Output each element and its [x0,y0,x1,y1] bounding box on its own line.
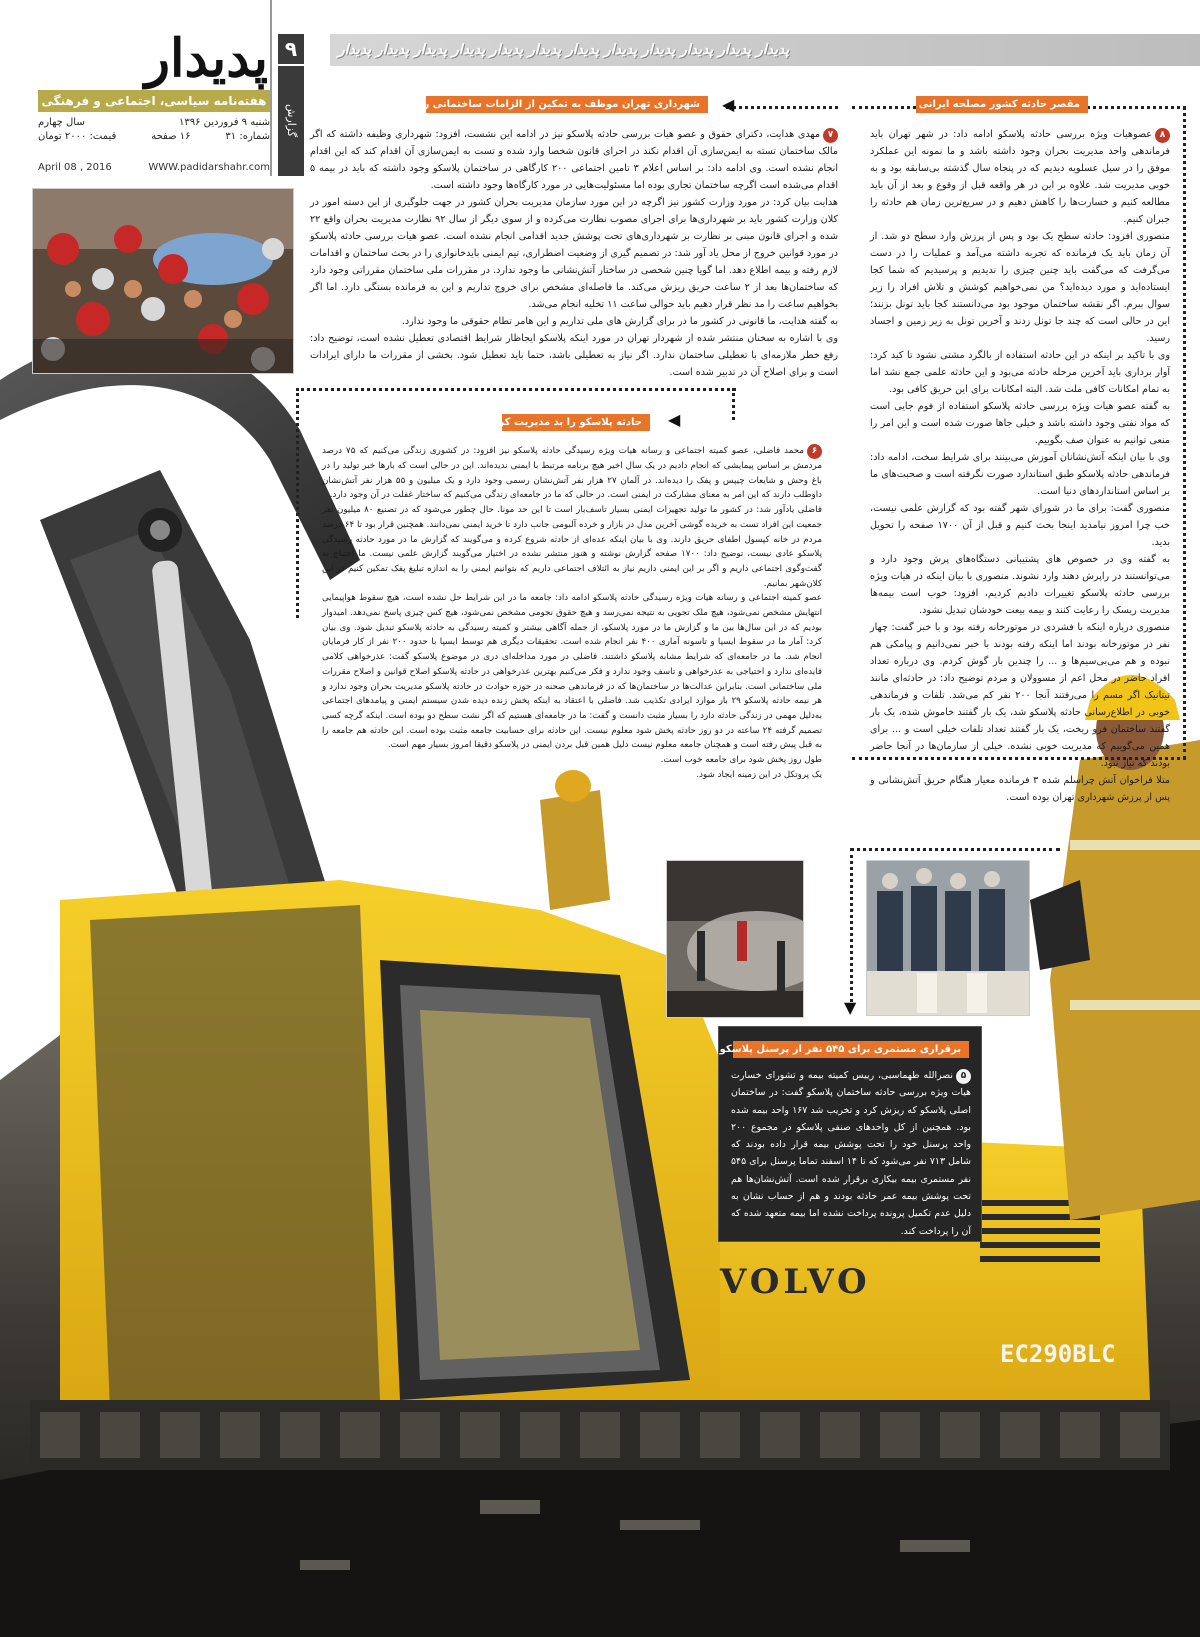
article-right-paragraph: به گفته عصو هیات ویژه بررسی حادثه پلاسکو استفاده از فوم جایی است که مواد نفتی وجود داشته باشد و خیلی جاها صورت شده است و این امر را منعی توانیم به عنوان صف بگوییم. [870,401,1170,446]
dotted-frame-lower-left [850,848,853,1008]
badge-icon: ۵ [956,1069,971,1084]
issue-price: قیمت: ۲۰۰۰ تومان [38,131,117,142]
dotted-frame-top-left [726,106,838,109]
article-right-paragraph: ۸عصوهیات ویژه بررسی حادثه پلاسکو ادامه داد: در شهر تهران باید فرماندهی واحد مدیریت بحران وجود داشته باشد و ما نمونه این عملکرد موفق را در سیل عسلویه دیدیم که در پنجاه سال گذشته بی‌سابقه بود و به خوبی مدیریت شد. علاوه بر این در هر واقعه قبل از وقوع و بعد از آن باید مطالعه کنیم و خسارت‌ها را کاهش دهیم و در سریع‌ترین زمان هم حادثه را جبران کنیم. [870,129,1170,225]
issue-info [38,116,270,144]
article-middle-paragraph: طول روز پخش شود برای جامعه خوب است. [660,755,822,766]
badge-icon: ۸ [1155,128,1170,143]
badge-icon: ۷ [823,128,838,143]
article-right-paragraph: متلا فراخوان آتش چراسلم شده ۳ فرمانده معیار هنگام حریق آتش‌نشانی و پس از پرزش شهرداری تهران بوده است. [870,775,1171,803]
article-right-paragraph: به گفته وی در خصوص های پشتیبانی دستگاه‌های پرش وجود دارد و می‌توانستند در راپرش دهند وارد نشوند. منصوری با بیان اینکه در هیات ویژه بررسی حادثه پلاسکو تغییرات دادیم کردیم، افزود: خوب است بیمه‌ها مدیریت ریسک را رعایت کنند و بیمه بیعت خودشان تبدیل نشود. [870,554,1170,616]
dotted-frame-middle [296,388,736,391]
mannequins-photo [866,860,1030,1016]
article-right-paragraph: منصوری درباره اینکه با فشردی در موتورخانه رفته بود و با خبر گفت: چهار نفر در موتورخانه بودند اما اینکه رفته بودند با خبر نمی‌دانیم و پیامکی هم نبوده و هم می‌بی‌سیم‌ها و ... را چندین بار گوش کردم. وی درباره تعداد افراد حاضر در محل اعم از مسوولان و مردم توضیح داد: در حادثه‌ای مانند تیتانیک اگر مسم را می‌رفتند آنجا ۲۰۰ نفر کم می‌شد. تلفات و فرماندهی خوبی در اطلاع‌رسانی حادثه پلاسکو شد، یک بار گفتند خاموش شده، یک بار گفتند ساختمان فرو ریخت، یک بار گفتند تعداد تلفات خیلی است و ... برای همین می‌گوییم که مدیریت خوبی نشده. خیلی از سازمان‌ها در آنجا حاضر بودند که نیاز نبود. [870,622,1170,769]
article-middle-heading: حادثه پلاسکو را بد مدیریت کردیم [502,414,650,431]
excavator-brand: VOLVO [720,1262,871,1302]
arrow-left-icon: ◀ [722,95,735,114]
insurance-box-body [731,1067,971,1240]
masthead [30,28,270,176]
article-middle-paragraph: ۶محمد فاضلی، عصو کمیته اجتماعی و رسانه هیات ویژه رسیدگی حادثه پلاسکو نیز افزود: در کشوری زندگی می‌کنیم که ۷۵ درصد مردمش بر اساس پیمایشی که انجام دادیم در یک سال اخیر هیچ برنامه مرتبط با ایمنی ندیده‌اند. این در حالی است که بارها خبر تولید را در باغ وحش و شایعات چیپس و پفک را دیده‌اند. در آلمان ۲۷ هزار نفر آتش‌نشان رسمی وجود دارد و یک میلیون و ۵۵ هزار نفر آتش‌نشان داوطلب دارند که این امر به معنای مشارکت در ایمنی است. در حالی که ما در جامعه‌ای زندگی می‌کنیم که ساختار غفلت در آن وجود دارد. [322,446,822,501]
smoke-rescue-photo [666,860,804,1018]
article-middle-body [322,444,822,844]
rescue-crowd-photo [32,188,294,374]
issue-year: سال چهارم [38,117,85,128]
article-middle-paragraph: فاضلی یادآور شد: در کشور ما تولید تجهیزات ایمنی بسیار تاسف‌بار است تا این حد مونا. حال چطور می‌شود که در تصنیع ۸۰ میلیون نفر جمعیت این افراد تست به خریده گوشی آخرین مدل در بازار و خرده آلبومی جانب دارد تا خرید ایمنی نمی‌دانند. همچنین قرار بود تا ۶۴ درصد مردم در خانه کپسول اطفای حریق دارند. وی با بیان اینکه عده‌ای از حادثه شروع کرده و می‌گویند که گزارش ما در مورد حادثه رسیدگی پلاسکو عادی نیست، توضیح داد: ۱۷۰۰ صفحه گزارش نوشته و هنوز منتشر نشده در اختیار می‌گویند گزارش علمی نیست. ما احتیاج به گفت‌وگوی اجتماعی داریم و اگر بر این ایمنی داریم نیاز به ائتلاف اجتماعی داریم که بتوانیم ایمنی را به اندازه تبلیغ پفک تمکین کنیم در این کلان‌شهر بمانیم. [322,505,822,589]
dotted-frame-lower [850,848,1060,851]
article-top-left-body [310,126,838,376]
article-right-paragraph: وی با تاکید بر اینکه در این حادثه استفاده از بالگرد مشتی نشود تا کید کرد: آوار برداری باید آخرین مرحله حادثه می‌بود و این حادثه علمی جمع نشد اما به تمام امکانات کافی ملت شد. البته امکانات برای این حریق کافی بود. [870,350,1170,395]
insurance-box-heading: برقراری مستمری برای ۵۴۵ نفر از پرسنل پلاسکو [733,1041,969,1058]
excavator-model: EC290BLC [1000,1340,1116,1368]
issue-day: شنبه ۹ فروردین ۱۳۹۶ [179,117,270,128]
article-right-heading: مقصر حادثه کشور مصلحه ایرانی [916,96,1088,113]
dotted-frame-middle-right [732,388,735,420]
masthead-divider [270,0,272,176]
arrow-down-icon: ▼ [844,998,857,1017]
article-right-body [870,126,1171,803]
issue-number: شماره: ۳۱ [225,131,270,142]
arrow-left-icon: ◀ [668,410,681,429]
article-top-left-paragraph: ۷مهدی هدایت، دکترای حقوق و عصو هیات بررسی حادثه پلاسکو نیز در ادامه این نشست، افزود: شهرداری وظیفه داشته که اگر مالک ساختمان تسته به ایمن‌سازی آن اقدام نکند در اجرای قانون شخصا وارد شده و تست به ایمن‌سازی آن اقدام کند که این اقدام انجام نشده است. وی ادامه داد: بر اساس اعلام ۳ تامین اجتماعی ۲۰۰ کارگاهی در ساختمان پلاسکو وجود داشته که باید در بیمه ۵ اقدام می‌شده است اگرچه ساختمان تجاری بوده اما مسئولیت‌هایی در مورد کارگاه‌ها وجود داشته است. [310,129,838,191]
website-link[interactable]: WWW.padidarshahr.com [148,162,270,173]
section-label: گزارش [278,66,304,176]
dotted-frame-middle-left [296,388,299,618]
article-top-left-paragraph: به گفته هدایت، ما قانونی در کشور ما در برای گزارش های ملی تداریم و این هامر تطام حقوقی ما وجود ندارد. [401,316,838,327]
article-right-paragraph: منصوری افزود: حادثه سطح یک بود و پس از پرزش وارد سطح دو شد. از آن زمان باید یک فرمانده که تجربه داشته می‌آمد و عملیات را در دست می‌گرفت که می‌گفت باید چنین چیزی را ندیدیم و پرسیدیم که شما کجا ایستاده‌اید و مورد دیده‌اید؟ من نمی‌خواهیم کوشش و تلاش افراد را زیر سوال ببرم. اگر نقشه ساختمان موجود بود می‌دانستند کجا باید تونل بزنند؛ این در حالی است که چند جا تونل زدند و آخرین تونل به زیر زمین و اجساد رسید. [870,231,1170,344]
article-top-left-paragraph: هدایت بیان کرد: در مورد وزارت کشور نیز اگرچه در این مورد سازمان مدیریت بحران کشور در جهت جلوگیری از این دسته امور در کلان وزارت کشور باید بر شهرداری‌ها برای اجرای مصوب نظارت می‌کرده و از سوی دیگر از سال ۹۲ نظارت مدیریت بحران واقع ۲۲ شده و اجرای قانون مبنی بر نظارت بر شهرداری‌های تحت پوشش جدید اقدامی انجام نشده است. عصو هیات بررسی حادثه پلاسکو در مورد قوانین خروج از محل یاد آور شد: در تصمیم گیری از وضعیت اضطراری، تیم ایمنی بایدخانواری را در بحث ساختمان و اقدامات لازم رفته و بیمه اطلاع دهد. اما گویا چنین شخصی در ساختار آتش‌نشانی ما وجود ندارد. در مقررات ملی ساختمان مقرراتی وجود دارد که ساختمان‌ها بعد از ۲ ساعت حریق ریزش می‌کند. ما فاصله‌ای مشخص برای خروج تداریم و این به فرمانده بستگی دارد. اما اگر بخواهیم ساعت را مد نظر قرار دهیم باید حوالی ساعت ۱۱ تخلیه انجام می‌شد. [310,197,839,310]
insurance-box-paragraph: ۵نصرالله طهماسبی، رییس کمیته بیمه و تشورای خسارت هیات ویژه بررسی حادثه ساختمان پلاسکو گفت: در ساختمان اصلی پلاسکو که ریزش کرد و تخریب شد ۱۶۷ واحد بیمه شده بود. همچنین از کل واحدهای صنفی پلاسکو در مجموع ۲۰۰ واحد پرسنل خود را تحت پوشش بیمه قرار داده بودند که شامل ۷۱۳ نفر می‌شود که تا ۱۴ اسفند تماما پرسنل برای ۵۴۵ نفر مستمری بیمه بیکاری برقرار شده است. آتش‌نشان‌ها هم تحت پوشش بیمه عمر حادثه بودند و هم از حساب نشان به دلیل عدم تکمیل پرونده پرداخت نشده اما بیمه متعهد شده که آن را پرداخت کند. [731,1070,971,1237]
badge-icon: ۶ [807,444,822,459]
article-top-left-paragraph: وی با اشاره به سخنان منتشر شده از شهردار تهران در مورد اینکه پلاسکو ایجاظار شرایط اقتصادی تعطیل نشده است، توضیح داد: رفع خطر ملازمه‌ای با تعطیلی ساختمان ندارد. اگر نیاز به تعطیلی باشد، حتما باید تعطیل شود. بخشی از مقررات ما دارای ایرادات است و برای اصلاح آن در تدبیر شده است. [310,333,838,378]
article-middle-paragraph: یک پروتکل در این زمینه ایجاد شود. [696,769,822,780]
article-top-left-heading: شهرداری تهران موظف به تمکین از الزامات ساختمانی رفاه نبوده [426,96,708,113]
insurance-info-box [718,1026,982,1242]
date-line [38,162,270,173]
issue-pages: ۱۶ صفحه [151,131,191,142]
page-number: ۹ [278,34,304,64]
article-middle-paragraph: عصو کمیته اجتماعی و رسانه هیات ویژه رسیدگی حادثه پلاسکو ادامه داد: جامعه ما در این شرایط حل نشده است، هیچ سقوط هواپیمایی انتهایش مشخص نمی‌شود، هیچ ملک تجویی به نتیجه نمی‌رسد و هیچ حقوق نجومی مشخص نمی‌شود، هیچ کس چیزی پاسخ نمی‌دهد. امیدوار بودیم که در این سال‌ها بین ما و گزارش ما در مورد پلاسکو، از جمله آگاهی بیشتر و کمیته رسیدگی به حادثه پلاسکو تبدیل شود. وی بیان کرد: آمار ما در سقوط ایسپا و تاسونه آماری ۴۰۰ نفر انجام شده است. تحقیقات دیگری هم توسط ایسپا با حدود ۲۰۰ نفر از کار فرمایان انجام شد. ما در جامعه‌ای که شرایط مشابه پلاسکو داشتند. فاضلی در مورد مداخله‌ای دری در موضوع پلاسکو گفت: عذرخواهی کلامی فایده‌ای ندارد و احتیاجی به عذرخواهی و تاسف وجود ندارد و فکر می‌کنیم بهترین عذرخواهی در حادثه پلاسکو اصلاح قوانین و اصلاح مقررات ملی ساختمانی است. بنابراین عدالت‌ها در ساختمان‌ها که در فرماندهی صحنه در حوزه حوادث در حادثه پلاسکو مدیریت بحران وجود ندارد و هر نیمه حادثه پلاسکو ۲۹ بار موارد ایرادی تکذیب شد. فاضلی با اعتقاد به اینکه پخش زنده دیده شدن سیستم ایمنی و پیامدهای اجتماعی به‌دلیل مهمی در زندگی حادثه دارد را بسیار مثبت دانست و گفت: ما در جامعه‌ای هستیم که اگر نشت سطح دو بوده است. اینکه گرچه کسی تصمیم گرفته ۲۴ ساعته در دو روز حادثه پخش شود معلوم نیست. این حادثه برای حسابیت جامعه مثبت بوده است. این حادثه هم جامعه را به قبل پیش رفته است و همچنان جامعه معلوم نیست دلیل همین قبل بردن ایمنی در پلاسکو دقیقا امروز بسیار مهم است. [322,593,822,751]
article-right-paragraph: منصوری گفت: برای ما در شورای شهر گفته بود که گزارش علمی نیست، خب چرا امروز نیامدید اینجا بحث کنیم و قبل از آن ۱۷۰۰ صفحه را تحویل بدید. [870,503,1170,548]
masthead-tagline: هفته‌نامه سیاسی، اجتماعی و فرهنگی [38,90,270,112]
newspaper-logo[interactable]: پدیدار [144,28,268,89]
issue-date-en: April 08 , 2016 [38,162,112,173]
top-banner: پدیدار پدیدار پدیدار پدیدار پدیدار پدیدار پدیدار پدیدار پدیدار پدیدار پدیدار پدیدار [330,34,1200,66]
article-right-paragraph: وی با بیان اینکه آتش‌نشانان آموزش می‌بینند برای شرایط سخت، ادامه داد: فرماندهی حادثه پلاسکو طبق استاندارد صورت نگرفته است و صحبت‌های ما بر اساس استانداردهای دنیا است. [870,452,1170,497]
